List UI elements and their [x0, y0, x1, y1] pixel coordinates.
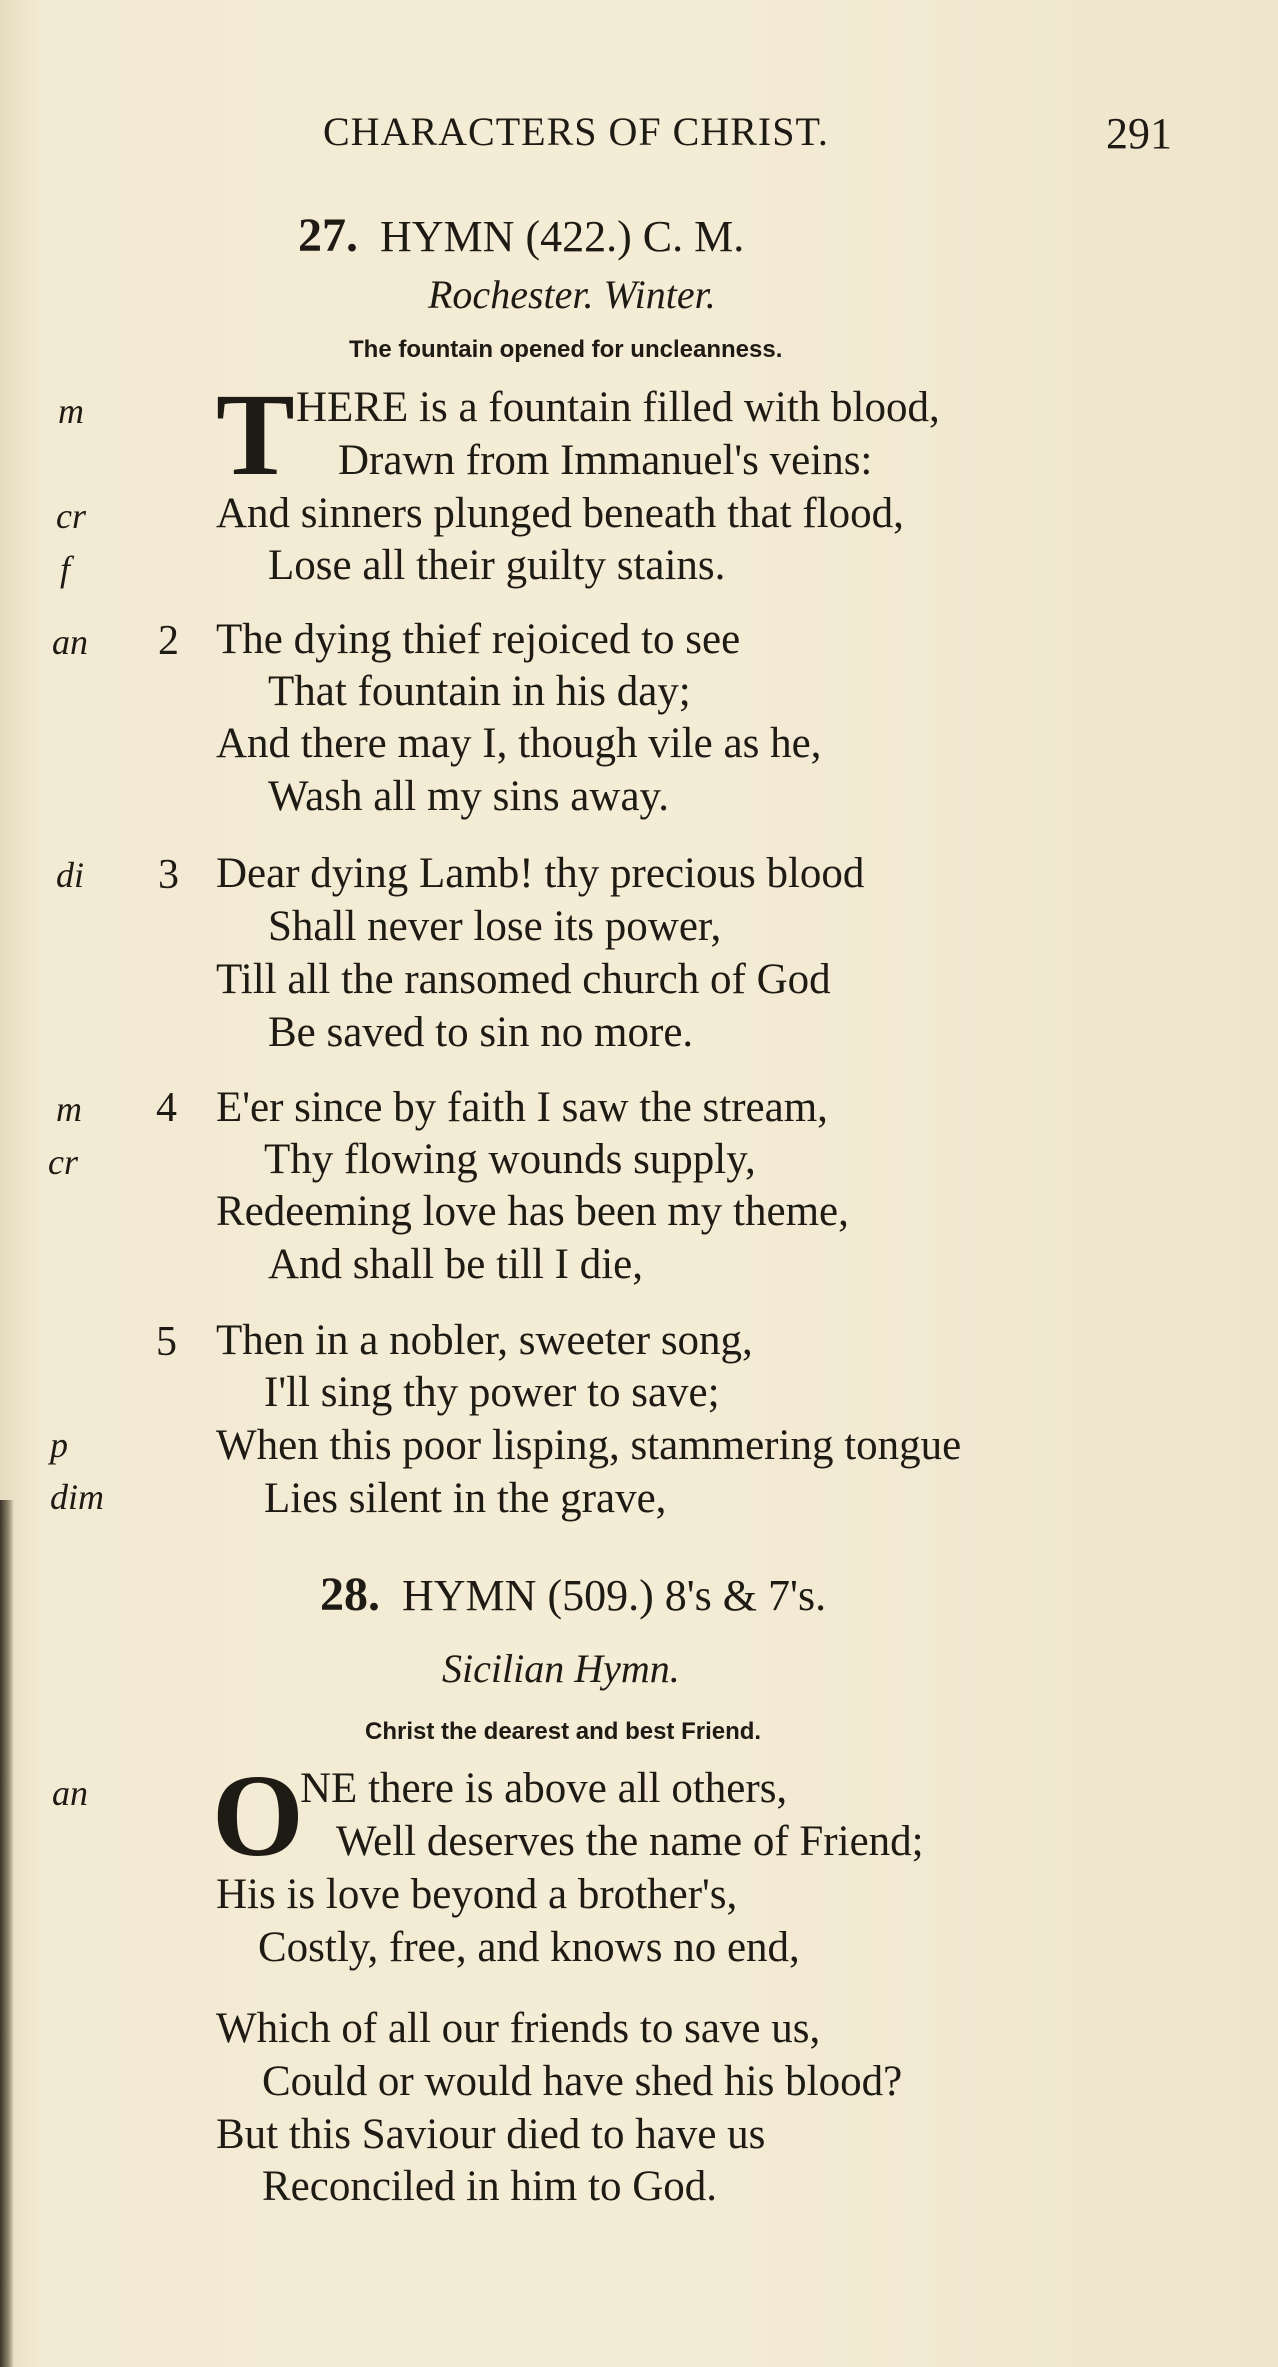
- hymn-line: Which of all our friends to save us,: [216, 2005, 821, 2052]
- hymn-line: Lies silent in the grave,: [264, 1475, 667, 1522]
- dynamic-mark: di: [56, 855, 85, 895]
- hymn-28-dropcap: O: [212, 1750, 304, 1881]
- book-spine-shadow: [0, 1500, 14, 2367]
- hymn-line: Lose all their guilty stains.: [268, 542, 726, 589]
- hymn-line: Costly, free, and knows no end,: [258, 1924, 800, 1971]
- hymn-line: Dear dying Lamb! thy precious blood: [216, 850, 865, 897]
- hymn-line: Could or would have shed his blood?: [262, 2058, 903, 2105]
- hymn-28-number: 28.: [320, 1568, 380, 1621]
- dynamic-mark: m: [58, 391, 84, 431]
- dynamic-mark: an: [52, 622, 88, 662]
- dynamic-mark: p: [50, 1425, 68, 1465]
- hymn-27-number: 27.: [298, 209, 358, 262]
- hymn-line: Drawn from Immanuel's veins:: [338, 437, 873, 484]
- hymn-line: I'll sing thy power to save;: [264, 1369, 720, 1416]
- hymn-line: HERE is a fountain filled with blood,: [296, 384, 940, 431]
- hymn-line: E'er since by faith I saw the stream,: [216, 1084, 828, 1131]
- hymn-line: And sinners plunged beneath that flood,: [216, 490, 904, 537]
- dynamic-mark: m: [56, 1089, 82, 1129]
- hymn-27-tune: Rochester. Winter.: [428, 272, 716, 317]
- hymn-line: His is love beyond a brother's,: [216, 1871, 738, 1918]
- hymn-27-title: HYMN (422.) C. M.: [380, 212, 745, 261]
- dynamic-mark: f: [60, 549, 71, 589]
- hymn-line: When this poor lisping, stammering tongue: [216, 1422, 962, 1469]
- hymn-line: But this Saviour died to have us: [216, 2111, 766, 2158]
- hymn-line: Be saved to sin no more.: [268, 1009, 694, 1056]
- hymn-line: That fountain in his day;: [268, 668, 691, 715]
- hymn-line: The dying thief rejoiced to see: [216, 616, 741, 663]
- verse-number: 4: [156, 1085, 177, 1131]
- hymn-line: Shall never lose its power,: [268, 903, 722, 950]
- hymn-27-dropcap: T: [216, 369, 295, 500]
- verse-number: 3: [158, 852, 179, 898]
- page-number: 291: [1106, 109, 1172, 158]
- running-header: CHARACTERS OF CHRIST.: [323, 109, 829, 154]
- hymn-line: Then in a nobler, sweeter song,: [216, 1317, 753, 1364]
- hymn-line: Thy flowing wounds supply,: [264, 1136, 756, 1183]
- hymn-28-heading: [320, 1567, 826, 1622]
- hymn-line: Reconciled in him to God.: [262, 2163, 718, 2210]
- hymn-line: And shall be till I die,: [268, 1241, 643, 1288]
- hymn-27-subject: The fountain opened for uncleanness.: [349, 336, 783, 363]
- hymn-line: Well deserves the name of Friend;: [336, 1818, 924, 1865]
- hymn-line: Redeeming love has been my theme,: [216, 1188, 849, 1235]
- dynamic-mark: cr: [48, 1142, 78, 1182]
- hymn-line: Wash all my sins away.: [268, 773, 669, 820]
- dynamic-mark: an: [52, 1773, 88, 1813]
- hymn-28-title: HYMN (509.) 8's & 7's.: [402, 1571, 827, 1620]
- hymn-28-subject: Christ the dearest and best Friend.: [365, 1718, 762, 1745]
- hymn-line: Till all the ransomed church of God: [216, 956, 831, 1003]
- dynamic-mark: cr: [56, 496, 86, 536]
- hymn-line: NE there is above all others,: [300, 1765, 788, 1812]
- hymn-28-tune: Sicilian Hymn.: [442, 1646, 680, 1691]
- verse-number: 2: [158, 618, 179, 664]
- hymn-line: And there may I, though vile as he,: [216, 720, 822, 767]
- verse-number: 5: [156, 1319, 177, 1365]
- hymn-27-heading: [298, 208, 744, 263]
- dynamic-mark: dim: [50, 1477, 104, 1517]
